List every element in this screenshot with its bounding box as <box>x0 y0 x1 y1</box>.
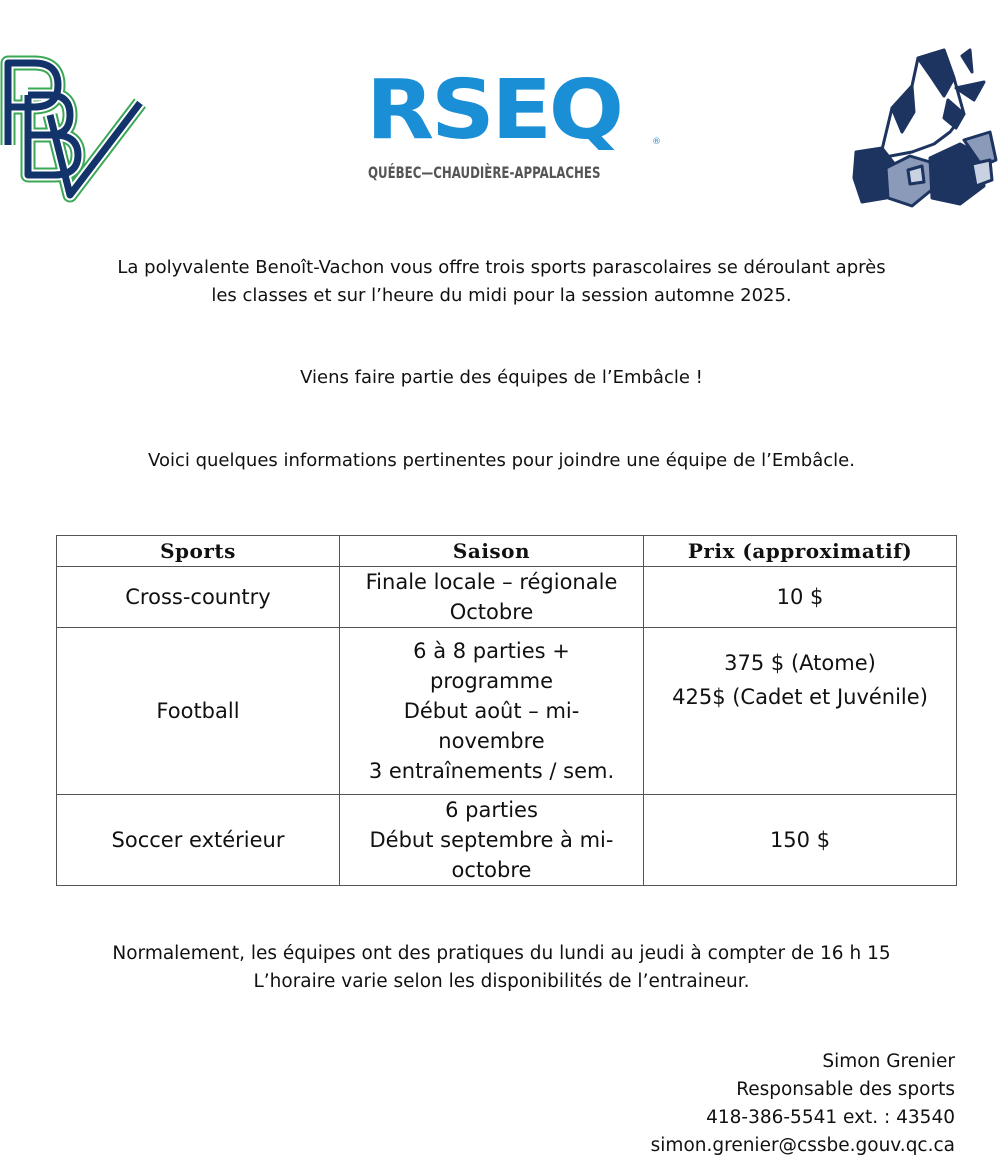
cell-price <box>644 628 957 795</box>
season-line: Finale locale – régionale <box>365 570 618 594</box>
hours-line-1: Normalement, les équipes ont des pratiques du lundi au jeudi à compter de 16 h 15 <box>112 943 891 964</box>
season-line: Début septembre à mi- <box>369 828 614 852</box>
info-text: Voici quelques informations pertinentes pour joindre une équipe de l’Embâcle. <box>148 450 855 471</box>
table-row-football <box>57 628 957 795</box>
rseq-registered-mark: ® <box>652 137 661 147</box>
price-line: 10 $ <box>776 585 824 609</box>
header-price: Prix (approximatif) <box>644 536 957 567</box>
season-line: programme <box>429 669 554 693</box>
signature-block <box>651 1048 955 1160</box>
practice-hours-paragraph <box>0 940 1003 996</box>
season-line: Octobre <box>449 600 534 624</box>
cell-sport: Cross-country <box>57 567 340 628</box>
table-row-cross-country <box>57 567 957 628</box>
intro-paragraph <box>0 254 1003 310</box>
cell-sport: Football <box>57 628 340 795</box>
season-line: novembre <box>438 729 545 753</box>
cell-season <box>340 567 644 628</box>
price-line: 425$ (Cadet et Juvénile) <box>672 685 928 709</box>
cell-price <box>644 795 957 886</box>
header-sports: Sports <box>57 536 340 567</box>
pbv-logo-graphic <box>0 55 150 205</box>
season-line: 3 entraînements / sem. <box>368 759 615 783</box>
price-line: 150 $ <box>769 828 831 852</box>
signature-phone: 418-386-5541 ext. : 43540 <box>706 1107 955 1128</box>
rseq-logo-region: QUÉBEC—CHAUDIÈRE-APPALACHES <box>368 163 601 182</box>
table-header-row <box>57 536 957 567</box>
rseq-logo <box>366 63 661 187</box>
signature-title: Responsable des sports <box>736 1079 955 1100</box>
signature-name: Simon Grenier <box>822 1051 955 1072</box>
cell-sport: Soccer extérieur <box>57 795 340 886</box>
embacle-rock-logo <box>852 48 998 208</box>
invite-text: Viens faire partie des équipes de l’Embâcle ! <box>300 367 703 388</box>
cell-price <box>644 567 957 628</box>
table-row-soccer <box>57 795 957 886</box>
signature-email: simon.grenier@cssbe.gouv.qc.ca <box>650 1135 955 1156</box>
rseq-logo-wordmark: RSEQ <box>366 63 621 158</box>
sports-table <box>56 535 957 886</box>
intro-line-2: les classes et sur l’heure du midi pour la session automne 2025. <box>211 285 792 306</box>
hours-line-2: L’horaire varie selon les disponibilités de l’entraineur. <box>253 971 750 992</box>
pbv-logo <box>0 55 150 205</box>
cell-season <box>340 795 644 886</box>
intro-line-1: La polyvalente Benoît-Vachon vous offre trois sports parascolaires se déroulant après <box>117 257 886 278</box>
header-season: Saison <box>340 536 644 567</box>
cell-season <box>340 628 644 795</box>
season-line: octobre <box>451 858 532 882</box>
season-line: Début août – mi- <box>403 699 580 723</box>
season-line: 6 parties <box>445 798 538 822</box>
season-line: 6 à 8 parties + <box>413 639 570 663</box>
embacle-rock-graphic <box>852 48 998 208</box>
price-line: 375 $ (Atome) <box>724 651 876 675</box>
